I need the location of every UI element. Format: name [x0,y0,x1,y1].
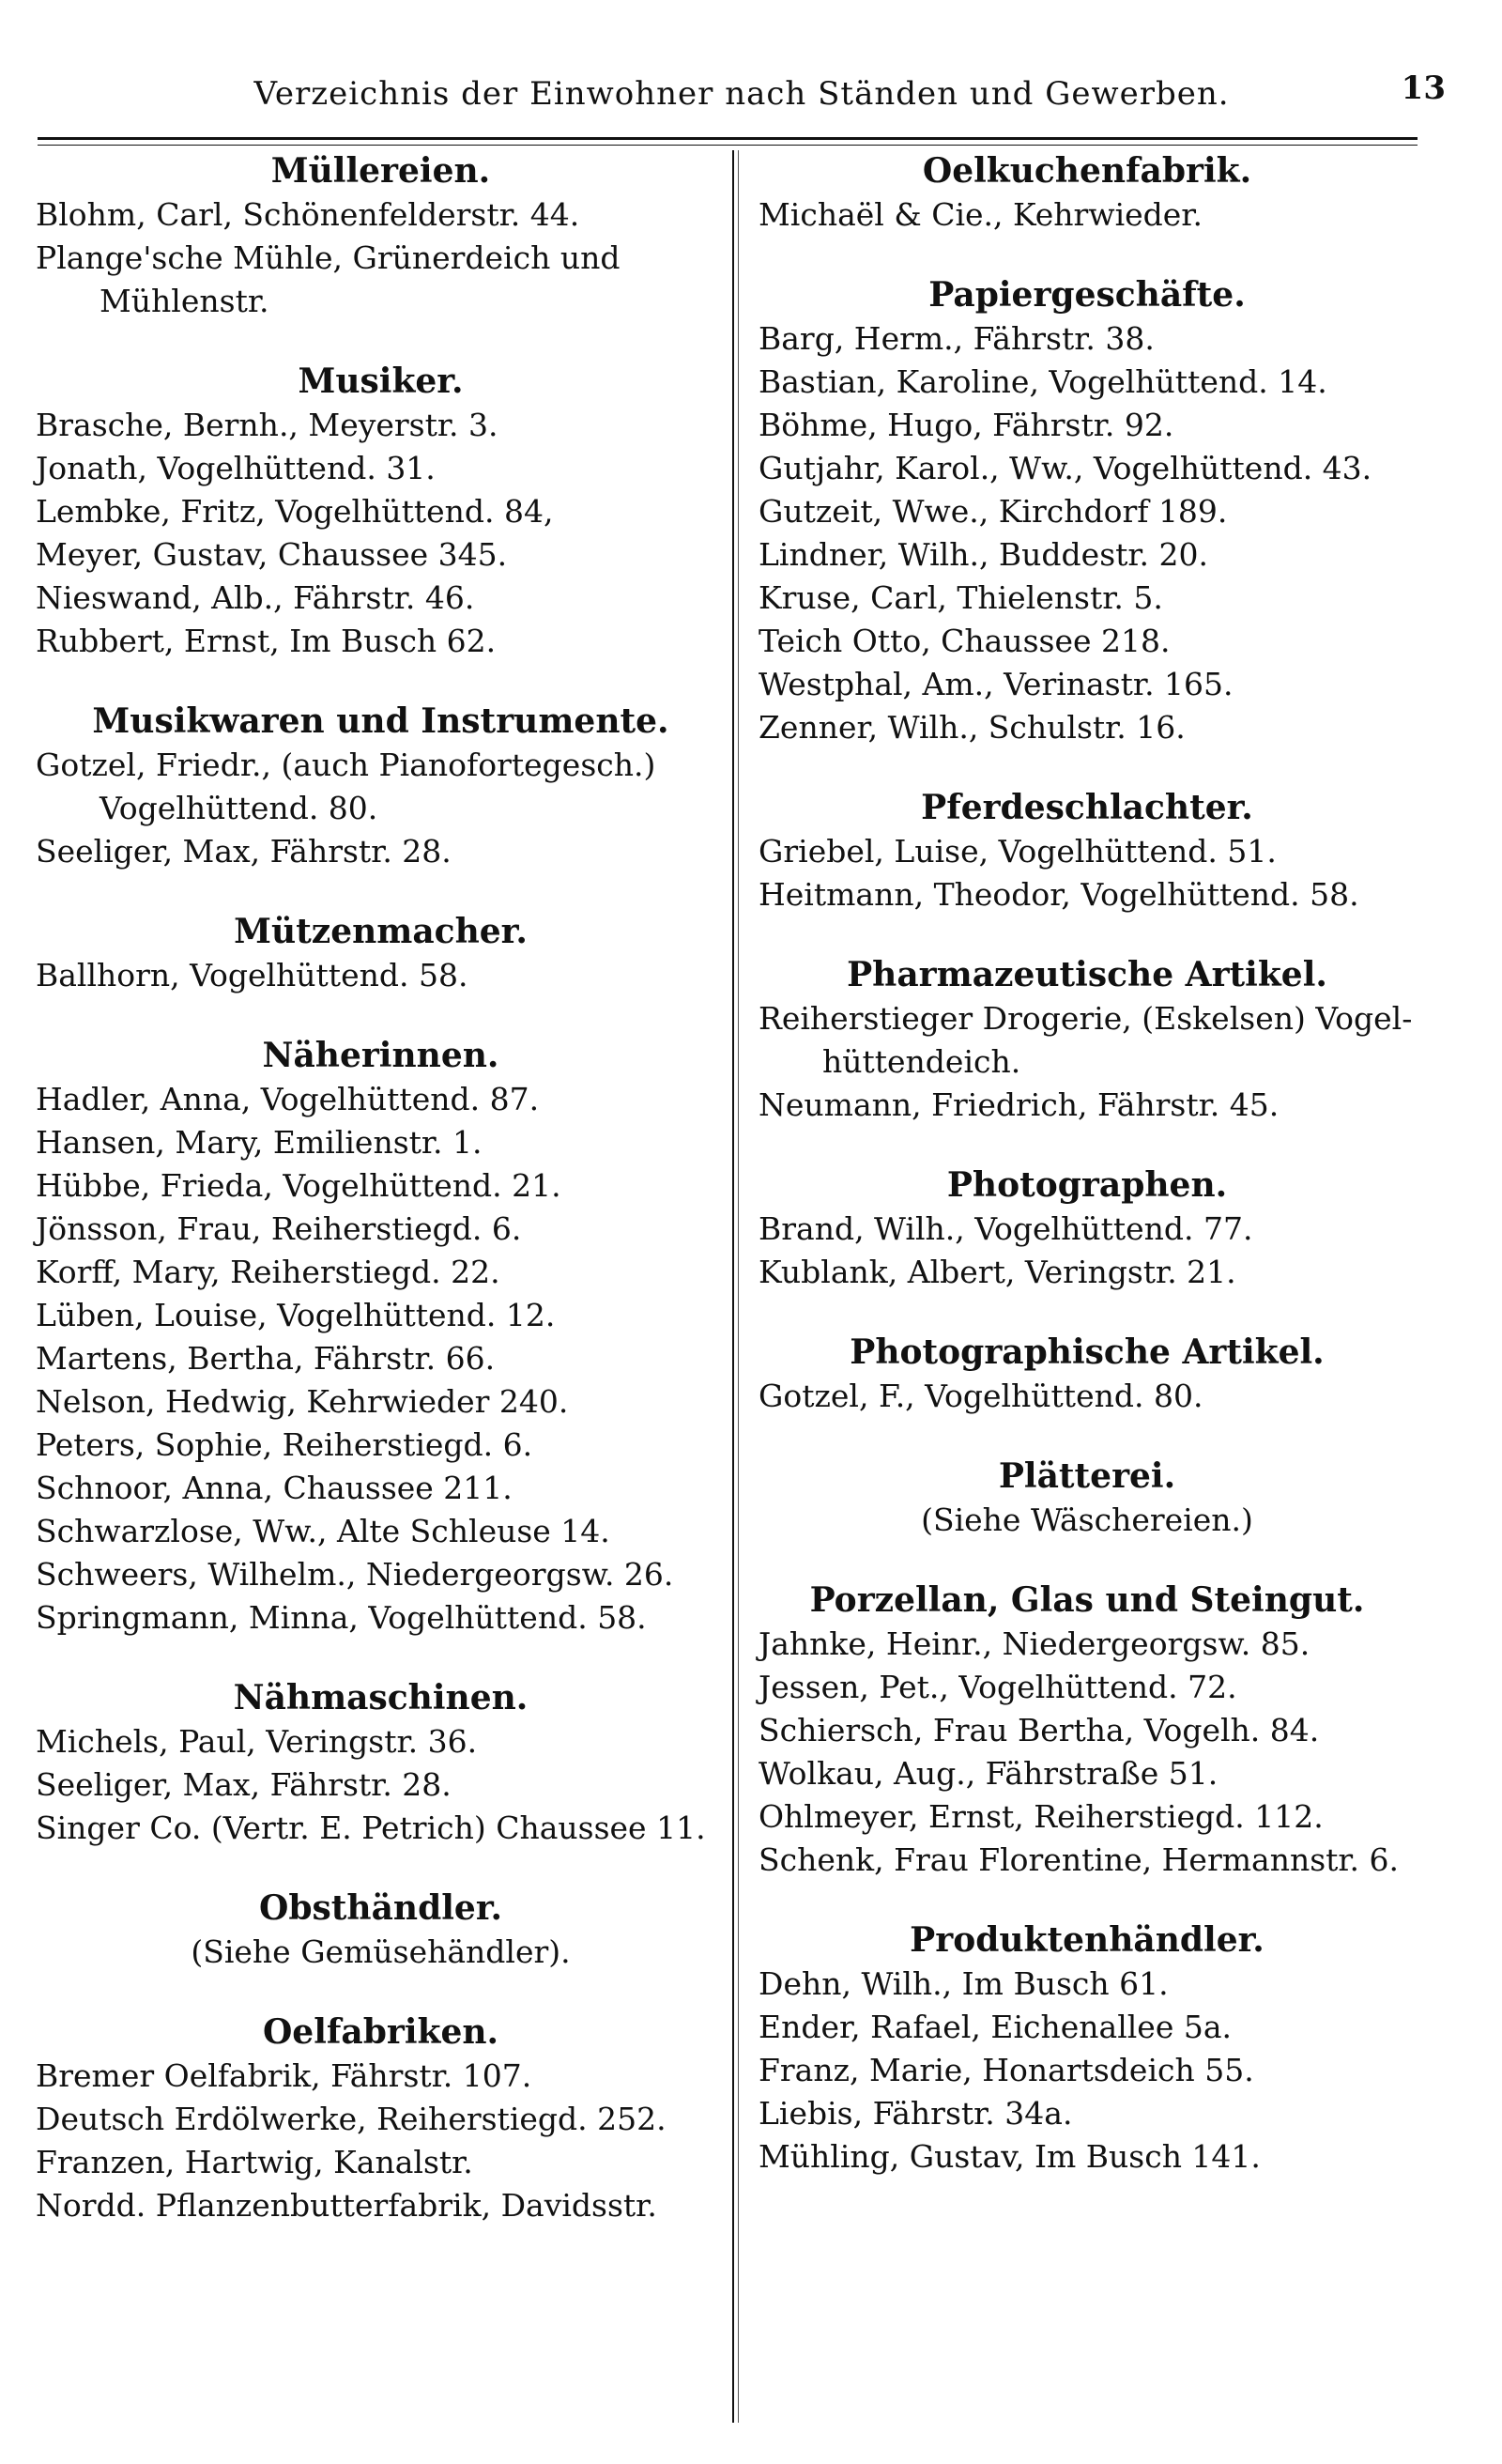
directory-entry: Brasche, Bernh., Meyerstr. 3. [36,407,498,443]
section-heading: Porzellan, Glas und Steingut. [809,1580,1365,1620]
section-heading: Photographische Artikel. [850,1332,1325,1372]
directory-entry: Brand, Wilh., Vogelhüttend. 77. [759,1210,1253,1247]
directory-entry: Böhme, Hugo, Fährstr. 92. [759,407,1174,443]
section-heading: Müllereien. [270,151,491,191]
directory-entry: Heitmann, Theodor, Vogelhüttend. 58. [759,876,1359,913]
section-heading: Obsthändler. [258,1888,503,1928]
directory-entry: Neumann, Friedrich, Fährstr. 45. [759,1086,1280,1123]
section-photographen [759,1163,1416,1294]
entry-continuation: Vogelhüttend. 80. [100,790,378,826]
directory-entry: Seeliger, Max, Fährstr. 28. [36,1766,452,1803]
right-column [759,148,1416,2179]
directory-entry: Blohm, Carl, Schönenfelderstr. 44. [36,196,580,233]
directory-entry: Nieswand, Alb., Fährstr. 46. [36,579,475,616]
entry-line: Reiherstieger Drogerie, (Eskelsen) Vogel- [759,1000,1413,1037]
directory-entry: Griebel, Luise, Vogelhüttend. 51. [759,833,1277,870]
directory-entry: Schwarzlose, Ww., Alte Schleuse 14. [36,1513,610,1549]
directory-entry: Schnoor, Anna, Chaussee 211. [36,1470,513,1506]
section-heading: Plätterei. [998,1456,1176,1496]
directory-entry: Seeliger, Max, Fährstr. 28. [36,833,452,870]
directory-entry: Kublank, Albert, Veringstr. 21. [759,1254,1236,1290]
section-naeherinnen [36,1033,726,1640]
section-muellereien [36,148,726,323]
directory-entry: Mühling, Gustav, Im Busch 141. [759,2138,1261,2175]
directory-entry: Korff, Mary, Reiherstiegd. 22. [36,1254,500,1290]
directory-entry: Lindner, Wilh., Buddestr. 20. [759,536,1209,573]
directory-entry: Teich Otto, Chaussee 218. [759,623,1171,659]
section-heading: Oelkuchenfabrik. [922,151,1252,191]
section-musiker [36,359,726,663]
directory-entry [759,997,1416,1084]
directory-entry: Rubbert, Ernst, Im Busch 62. [36,623,497,659]
section-heading: Photographen. [946,1165,1228,1205]
cross-reference: (Siehe Wäschereien.) [921,1502,1253,1538]
directory-entry: Schenk, Frau Florentine, Hermannstr. 6. [759,1841,1400,1878]
left-column [36,148,726,2227]
section-oelkuchenfabrik [759,148,1416,237]
entry-continuation: Mühlenstr. [100,283,269,319]
section-heading: Näherinnen. [262,1036,499,1075]
section-pharmazeutische-artikel [759,952,1416,1127]
column-divider [732,150,734,2423]
directory-entry: Jönsson, Frau, Reiherstiegd. 6. [36,1210,522,1247]
directory-entry: Springmann, Minna, Vogelhüttend. 58. [36,1599,647,1636]
directory-entry: Gutjahr, Karol., Ww., Vogelhüttend. 43. [759,450,1372,486]
directory-entry [36,237,726,323]
column-divider-thin [738,150,739,2423]
section-papiergeschaefte [759,272,1416,749]
entry-continuation: hüttendeich. [822,1043,1021,1080]
section-naehmaschinen [36,1675,726,1850]
directory-entry: Michels, Paul, Veringstr. 36. [36,1723,478,1760]
section-pferdeschlachter [759,785,1416,916]
section-muetzenmacher [36,909,726,997]
entry-line: Plange'sche Mühle, Grünerdeich und [36,239,621,276]
directory-entry: Westphal, Am., Verinastr. 165. [759,666,1234,702]
header-rule-thin [38,145,1418,146]
directory-entry: Zenner, Wilh., Schulstr. 16. [759,709,1186,746]
section-heading: Musikwaren und Instrumente. [92,701,669,741]
directory-entry: Liebis, Fährstr. 34a. [759,2095,1073,2132]
directory-entry: Lüben, Louise, Vogelhüttend. 12. [36,1297,556,1333]
directory-entry: Nordd. Pflanzenbutterfabrik, Davidsstr. [36,2187,657,2224]
section-produktenhaendler [759,1917,1416,2179]
directory-entry: Hadler, Anna, Vogelhüttend. 87. [36,1081,540,1117]
directory-entry: Bremer Oelfabrik, Fährstr. 107. [36,2057,532,2094]
directory-entry: Wolkau, Aug., Fährstraße 51. [759,1755,1218,1792]
section-heading: Mützenmacher. [234,912,528,951]
directory-entry: Hansen, Mary, Emilienstr. 1. [36,1124,483,1161]
directory-entry: Schweers, Wilhelm., Niedergeorgsw. 26. [36,1556,674,1593]
directory-entry [36,744,726,830]
directory-entry: Jahnke, Heinr., Niedergeorgsw. 85. [759,1625,1310,1662]
directory-entry: Deutsch Erdölwerke, Reiherstiegd. 252. [36,2101,667,2137]
running-head [38,66,1446,122]
directory-entry: Gotzel, F., Vogelhüttend. 80. [759,1378,1203,1414]
directory-entry: Kruse, Carl, Thielenstr. 5. [759,579,1163,616]
running-title: Verzeichnis der Einwohner nach Ständen und Gewerben. [253,75,1230,113]
header-rule [38,137,1418,140]
directory-entry: Nelson, Hedwig, Kehrwieder 240. [36,1383,569,1420]
section-photographische-artikel [759,1330,1416,1418]
cross-reference: (Siehe Gemüsehändler). [191,1933,571,1970]
directory-entry: Lembke, Fritz, Vogelhüttend. 84, [36,493,554,530]
directory-entry: Gutzeit, Wwe., Kirchdorf 189. [759,493,1228,530]
directory-entry: Barg, Herm., Fährstr. 38. [759,320,1155,357]
section-porzellan [759,1578,1416,1882]
section-oelfabriken [36,2010,726,2227]
directory-entry: Ballhorn, Vogelhüttend. 58. [36,957,468,993]
directory-entry: Martens, Bertha, Fährstr. 66. [36,1340,496,1377]
section-heading: Musiker. [298,362,464,401]
section-heading: Pferdeschlachter. [921,788,1253,827]
section-heading: Nähmaschinen. [233,1678,529,1717]
directory-entry: Singer Co. (Vertr. E. Petrich) Chaussee 11. [36,1810,706,1846]
section-heading: Produktenhändler. [910,1920,1264,1960]
directory-entry: Schiersch, Frau Bertha, Vogelh. 84. [759,1712,1320,1748]
directory-entry: Bastian, Karoline, Vogelhüttend. 14. [759,363,1327,400]
section-obsthaendler [36,1886,726,1974]
section-heading: Pharmazeutische Artikel. [847,955,1327,994]
directory-entry: Michaël & Cie., Kehrwieder. [759,196,1203,233]
directory-entry: Dehn, Wilh., Im Busch 61. [759,1965,1169,2002]
directory-entry: Peters, Sophie, Reiherstiegd. 6. [36,1426,533,1463]
section-heading: Papiergeschäfte. [928,275,1246,315]
page-number: 13 [1401,69,1446,107]
directory-entry: Meyer, Gustav, Chaussee 345. [36,536,508,573]
entry-line: Gotzel, Friedr., (auch Pianofortegesch.) [36,747,656,783]
section-musikwaren [36,699,726,873]
directory-entry: Franzen, Hartwig, Kanalstr. [36,2144,473,2180]
directory-entry: Ender, Rafael, Eichenallee 5a. [759,2009,1233,2045]
directory-entry: Jonath, Vogelhüttend. 31. [36,450,436,486]
directory-entry: Hübbe, Frieda, Vogelhüttend. 21. [36,1167,561,1204]
directory-entry: Ohlmeyer, Ernst, Reiherstiegd. 112. [759,1798,1324,1835]
section-heading: Oelfabriken. [262,2012,499,2052]
directory-entry: Franz, Marie, Honartsdeich 55. [759,2052,1254,2088]
section-plaetterei [759,1454,1416,1542]
directory-entry: Jessen, Pet., Vogelhüttend. 72. [759,1669,1237,1705]
